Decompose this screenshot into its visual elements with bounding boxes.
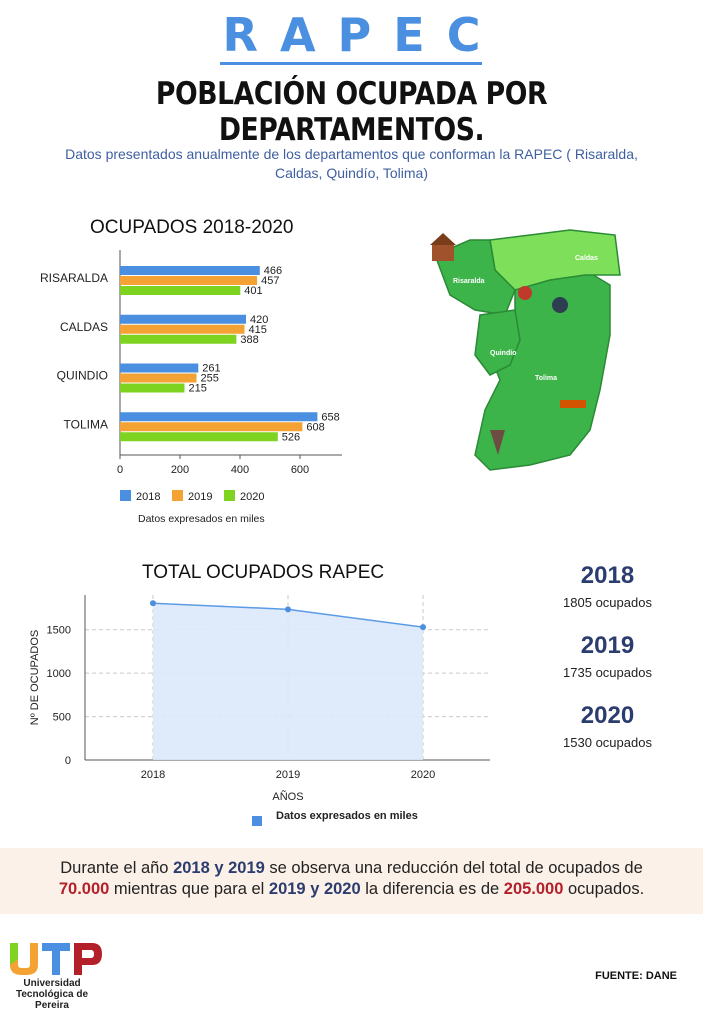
bar bbox=[120, 266, 260, 275]
bar-value-label: 457 bbox=[261, 275, 280, 287]
year-2018-label: 2018 bbox=[580, 562, 635, 589]
line-chart-title: TOTAL OCUPADOS RAPEC bbox=[142, 562, 385, 583]
legend-swatch bbox=[120, 490, 131, 501]
bar bbox=[120, 315, 246, 324]
area-fill bbox=[153, 603, 423, 760]
bar bbox=[120, 384, 185, 393]
arrow-down-right-icon bbox=[496, 714, 518, 736]
legend-label: 2020 bbox=[240, 491, 265, 503]
roof-icon bbox=[430, 233, 456, 245]
bar bbox=[120, 364, 198, 373]
bar-chart-title: OCUPADOS 2018-2020 bbox=[90, 217, 294, 238]
x-tick-label: 600 bbox=[290, 464, 310, 476]
map-label-tolima: Tolima bbox=[535, 375, 558, 382]
x-tick-label: 200 bbox=[170, 464, 190, 476]
bar-value-label: 526 bbox=[281, 431, 301, 444]
y-axis-title: Nº DE OCUPADOS bbox=[29, 629, 41, 726]
legend-swatch bbox=[172, 490, 183, 501]
bar bbox=[120, 335, 236, 344]
bar-value-label: 608 bbox=[306, 421, 325, 434]
page-title: RAPEC bbox=[222, 8, 503, 62]
y-tick-label: 500 bbox=[52, 711, 71, 724]
bar-chart-note: Datos expresados en miles bbox=[138, 513, 265, 525]
arrow-up-right-icon bbox=[496, 644, 518, 666]
y-tick-label: 1500 bbox=[46, 624, 71, 637]
bar-value-label: 420 bbox=[250, 313, 269, 326]
house-icon bbox=[432, 243, 454, 261]
legend-label: 2019 bbox=[188, 491, 213, 503]
legend-square bbox=[252, 816, 262, 826]
year-card-2020-icon bbox=[484, 702, 530, 748]
arrow-up-icon bbox=[496, 574, 518, 596]
bar-category-label: TOLIMA bbox=[63, 417, 108, 432]
bar bbox=[120, 412, 317, 421]
utp-logo bbox=[6, 933, 106, 983]
bar bbox=[120, 325, 245, 334]
year-card-2018-icon bbox=[484, 562, 530, 608]
crate-icon bbox=[560, 400, 586, 408]
x-tick-label: 2019 bbox=[275, 769, 301, 781]
x-tick-label: 0 bbox=[116, 464, 124, 476]
bar-value-label: 255 bbox=[200, 372, 219, 385]
bar bbox=[120, 286, 240, 295]
area-point bbox=[150, 600, 156, 606]
year-2019-label: 2019 bbox=[580, 632, 635, 659]
bar-value-label: 415 bbox=[248, 323, 267, 336]
year-card-2019-icon bbox=[484, 632, 530, 678]
page-description: Datos presentados anualmente de los departamentos que conforman la RAPEC ( Risaralda, Caldas, Quindío, Tolima) bbox=[65, 146, 638, 181]
y-tick-label: 1000 bbox=[46, 668, 71, 681]
bar-value-label: 388 bbox=[240, 333, 259, 346]
rapec-map-illustration bbox=[420, 215, 625, 490]
x-tick-label: 2018 bbox=[140, 769, 166, 781]
y-tick-label: 0 bbox=[64, 755, 71, 767]
page-subtitle: POBLACIÓN OCUPADA POR DEPARTAMENTOS. bbox=[155, 76, 548, 148]
bar-value-label: 261 bbox=[202, 362, 221, 375]
bar-value-label: 215 bbox=[188, 382, 207, 395]
summary-text: Durante el año 2018 y 2019 se observa una reducción del total de ocupados de 70.000 mientras que para el 2019 y 2020 la diferencia es de 205.000 ocupados. bbox=[58, 859, 645, 898]
map-label-caldas: Caldas bbox=[575, 255, 598, 262]
university-name: Universidad Tecnológica de Pereira bbox=[15, 978, 89, 1011]
bar bbox=[120, 374, 197, 383]
map-label-quindio: Quindío bbox=[490, 350, 517, 357]
bar-value-label: 658 bbox=[321, 411, 340, 424]
worker-icon bbox=[518, 286, 532, 300]
year-2018-value: 1805 ocupados bbox=[563, 595, 652, 610]
area-point bbox=[420, 624, 426, 630]
area-chart bbox=[20, 585, 490, 810]
bar-value-label: 466 bbox=[263, 265, 283, 277]
map-label-risaralda: Risaralda bbox=[453, 278, 485, 285]
line-chart-note: Datos expresados en miles bbox=[276, 810, 418, 822]
year-2020-value: 1530 ocupados bbox=[563, 735, 652, 750]
bar-chart bbox=[10, 240, 370, 550]
bar-value-label: 401 bbox=[244, 285, 263, 297]
x-tick-label: 2020 bbox=[410, 769, 436, 781]
legend-swatch bbox=[224, 490, 235, 501]
bar bbox=[120, 422, 302, 431]
bar bbox=[120, 432, 278, 441]
title-underline bbox=[220, 62, 482, 65]
year-2020-label: 2020 bbox=[580, 702, 635, 729]
data-source: FUENTE: DANE bbox=[595, 970, 677, 982]
x-tick-label: 400 bbox=[230, 464, 250, 476]
bar bbox=[120, 276, 257, 285]
bar-category-label: QUINDIO bbox=[56, 368, 108, 383]
legend-label: 2018 bbox=[136, 491, 161, 503]
summary-panel bbox=[0, 848, 703, 914]
area-point bbox=[285, 606, 291, 612]
bar-category-label: CALDAS bbox=[59, 319, 108, 334]
bar-category-label: RISARALDA bbox=[39, 271, 108, 285]
people-icon bbox=[552, 297, 568, 313]
x-axis-title: AÑOS bbox=[272, 791, 304, 803]
year-2019-value: 1735 ocupados bbox=[563, 665, 652, 680]
